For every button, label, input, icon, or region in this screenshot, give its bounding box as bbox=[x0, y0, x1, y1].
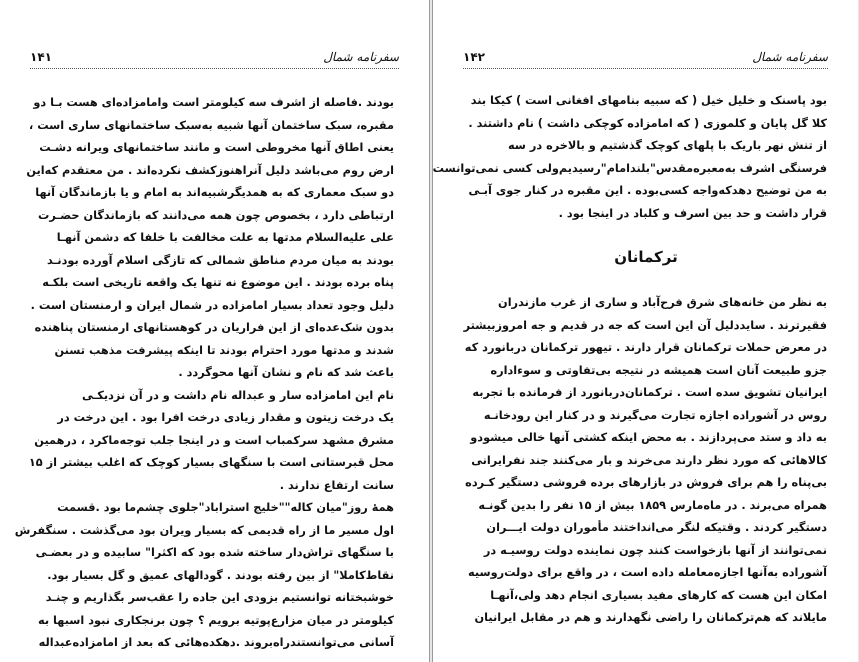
text-line: سانت ارتفاع ندارند . bbox=[279, 478, 394, 492]
right-page-number: ۱۴۲ bbox=[463, 50, 485, 64]
text-line: امکان این هست که کارهای مفید بسیاری انجام دهد ولی،آنهـا bbox=[490, 588, 827, 602]
text-line: بودند .فاصله از اشرف سه کیلومتر است وامامزاده‌ای هست بـا دو bbox=[33, 96, 394, 109]
text-line: فرسنگی اشرف به‌معبره‌مقدس"بلندامام"رسیدیم‌ولی کسی نمی‌توانست bbox=[432, 161, 827, 175]
text-line: کیلومتر در میان مزارع‌پوتیه برویم ؟ چون برنجکاری نبود اسبها به bbox=[37, 613, 394, 627]
text-line: مشرق مشهد سرکمباب است و در اینجا جلب توجه‌ماکرد ، درهمین bbox=[34, 433, 394, 447]
left-header-title: سفرنامه شمال bbox=[323, 50, 399, 64]
text-line: پناه برده بودند . این موضوع نه تنها یک واقعه تاریخی است بلکـه bbox=[42, 276, 394, 289]
text-line: به داد و ستد می‌پردازند . به محض اینکه کشتی آنها خالی میشودو bbox=[470, 431, 827, 444]
text-line: فقیرترند . سایددلیل آن این است که جه در قدیم و جه امروزبیشتر bbox=[463, 318, 827, 332]
text-line: ارتباطی دارد ، بخصوص چون همه می‌دانند که بازماندگان حضـرت bbox=[38, 208, 394, 222]
right-page-header bbox=[463, 46, 828, 69]
text-line: آسانی می‌توانستندراه‌بروند .دهکده‌هائی که بعد از امامزاده‌عبداله bbox=[38, 636, 394, 649]
right-header-title: سفرنامه شمال bbox=[752, 50, 828, 64]
text-line: نمی‌توانند از آنها بازخواست کنند چون نماینده دولت روسیـه در bbox=[483, 543, 827, 557]
text-line: از تنش نهر باریک با پلهای کوچک گذشتیم و بالاخره در سه bbox=[507, 139, 827, 152]
text-line: روس در آشوراده اجازه تجارت می‌گیرند و در کنار این رودخانـه bbox=[483, 408, 827, 422]
text-line: یعنی اطاق آنها مخروطی است و مانند ساختمانهای ویرانه دشـت bbox=[39, 141, 394, 154]
section-title: ترکمانان bbox=[614, 248, 678, 266]
text-line: آشوراده به‌آنها اجازه‌معامله داده است ، در واقع برای دولت‌روسیه bbox=[468, 566, 827, 579]
text-line: قرار داشت و حد بین اسرف و کلباد در اینجا بود . bbox=[558, 206, 827, 220]
text-line: با سنگهای تراش‌دار ساخته شده بود که اکثرا" سابیده و در بعضـی bbox=[35, 546, 394, 559]
right-page-body-top bbox=[432, 90, 827, 225]
text-line: به نظر من خانه‌های شرق فرح‌آباد و ساری از غرب مازندران bbox=[498, 296, 827, 309]
text-line: کالاهائی که مورد نظر دارند می‌خرند و بار می‌کنند جند نفرایرانی bbox=[471, 453, 827, 467]
text-line: نام این امامزاده سار و عبداله نام داشت و در آن نزدیکـی bbox=[82, 388, 394, 402]
text-line: بود پاسنک و خلیل خیل ( که سبیه بنامهای افغانی است ) کیکا بند bbox=[470, 94, 827, 107]
text-line: محل قبرستانی است با سنگهای بسیار کوچک که اغلب بیشتر از ۱۵ bbox=[28, 456, 394, 469]
text-line: نقاط‌کاملا" از بین رفته بودند . گودالهای عمیق و گل بسیار بود. bbox=[47, 568, 394, 582]
text-line: یک درخت زیتون و مقدار زیادی درخت افرا بود . این درخت در bbox=[57, 411, 394, 424]
text-line: خوشبختانه توانستیم بزودی این جاده را عقب‌سر بگذاریم و چنـد bbox=[45, 591, 394, 604]
text-line: باعث شد که نام و نشان آنها محوگردد . bbox=[178, 366, 394, 379]
text-line: جزو طبیعت آنان است همیشه در نتیجه بی‌تفاوتی و سوءاداره bbox=[490, 363, 827, 377]
text-line: اول مسیر ما از راه قدیمی که بسیار ویران بود می‌گذشت . سنگفرش bbox=[14, 523, 394, 537]
text-line: مایلاند که هم‌ترکمانان را راضی نگهدارند و هم در مقابل ایرانیان bbox=[474, 611, 827, 624]
text-line: علی علیه‌السلام مدتها به علت مخالفت با خلفا که دشمن آنهـا bbox=[56, 231, 394, 244]
text-line: ایرانیان تشویق سده است . ترکمانان‌دربانورد از فرمانده با تجربه bbox=[472, 386, 827, 399]
right-page-body-bottom bbox=[463, 292, 827, 630]
text-line: دستگیر کردند . وقتیکه لنگر می‌انداختند مأموران دولت ایـــران bbox=[486, 521, 827, 534]
text-line: همهٔ روز"میان کاله""خلیج استراباد"جلوی چشم‌ما بود .قسمت bbox=[57, 501, 394, 514]
left-page-body bbox=[14, 92, 394, 655]
text-line: همراه می‌برند . در ماه‌مارس ۱۸۵۹ بیش از ۱۵ نفر را بدین گونـه bbox=[478, 498, 827, 512]
text-line: در معرض حملات ترکمانان قرار دارند . تیهور ترکمانان دربانورد که bbox=[464, 341, 827, 354]
left-page-header bbox=[30, 46, 399, 69]
text-line: دلیل وجود تعداد بسیار امامزاده در شمال ایران و ارمنستان است . bbox=[30, 298, 394, 312]
text-line: شدند و مدتها مورد احترام بودند تا اینکه پیشرفت مذهب تسنن bbox=[54, 343, 394, 357]
text-line: دو سبک معماری که به همدیگرشبیه‌اند به امام و یا بازماندگان آنها bbox=[35, 186, 394, 199]
text-line: بدون شک‌عده‌ای از این فراریان در کوهستانهای ارمنستان پناهنده bbox=[34, 321, 394, 334]
right-page bbox=[432, 0, 858, 662]
text-line: به من توضیح دهدکه‌واجه کسی‌بوده . این مقبره در کنار جوی آبـی bbox=[468, 184, 827, 197]
text-line: مقبره، سبک ساختمان آنها شبیه به‌سبک ساختمانهای ساری است ، bbox=[28, 118, 394, 132]
text-line: کلا گل پایان و کلموزی ( که امامزاده کوچکی داشت ) نام داشتند . bbox=[468, 116, 827, 130]
text-line: بی‌پناه را هم برای فروش در بازارهای برده فروشی دستگیر کـرده bbox=[465, 476, 827, 489]
text-line: بودند به میان مردم مناطق شمالی که تازگی اسلام آورده بودنـد bbox=[46, 253, 394, 267]
text-line: ارض روم می‌باشد دلیل آنرا‌هنوزکشف نکرده‌اند . من معتقدم که‌این bbox=[26, 163, 394, 177]
left-page-number: ۱۴۱ bbox=[30, 50, 52, 64]
